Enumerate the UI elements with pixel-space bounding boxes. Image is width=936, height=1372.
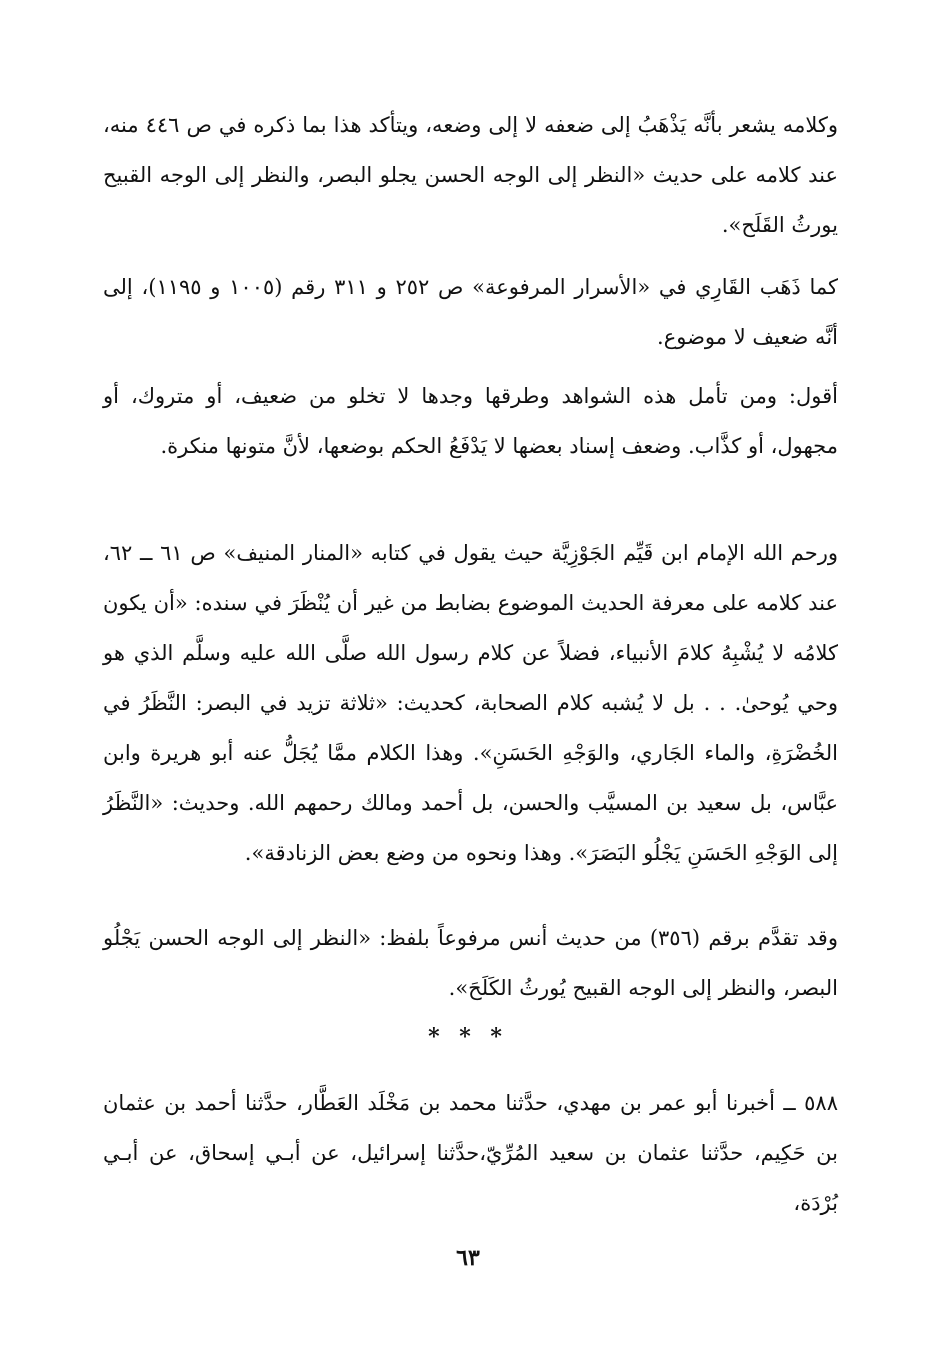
- paragraph-3: أقول: ومن تأمل هذه الشواهد وطرقها وجدها لا تخلو من ضعيف، أو متروك، أو مجهول، أو كذَّاب. وضعف إسناد بعضها لا يَدْفَعُ الحكم بوضعها، لأنَّ متونها منكرة.: [103, 384, 838, 458]
- paragraph-4: ورحم الله الإمام ابن قَيِّم الجَوْزِيَّة حيث يقول في كتابه «المنار المنيف» ص ٦١ ــ ٦٢، عند كلامه على معرفة الحديث الموضوع بضابط من غير أن يُنْظَرَ في سنده: «أن يكون كلامُه لا يُشْبِهُ كلامَ الأنبياء، فضلاً عن كلام رسول الله صلَّى الله عليه وسلَّم الذي هو وحي يُوحىٰ. . . بل لا يُشبه كلام الصحابة، كحديث: «ثلاثة تزيد في البصر: النَّظَرُ في الخُضْرَةِ، والماء الجَاري، والوَجْهِ الحَسَنِ». وهذا الكلام ممَّا يُجَلُّ عنه أبو هريرة وابن عبَّاس، بل سعيد بن المسيَّب والحسن، بل أحمد ومالك رحمهم الله. وحديث: «النَّظَرُ إلى الوَجْهِ الحَسَنِ يَجْلُو البَصَرَ». وهذا ونحوه من وضع بعض الزنادقة».: [103, 541, 839, 865]
- page-number: ٦٣: [456, 1245, 480, 1271]
- paragraph-1: وكلامه يشعر بأنَّه يَذْهَبُ إلى ضعفه لا إلى وضعه، ويتأكد هذا بما ذكره في ص ٤٤٦ منه، عند كلامه على حديث «النظر إلى الوجه الحسن يجلو البصر، والنظر إلى الوجه القبيح يورثُ القَلَح».: [103, 113, 838, 237]
- paragraph-5: وقد تقدَّم برقم (٣٥٦) من حديث أنس مرفوعاً بلفظ: «النظر إلى الوجه الحسن يَجْلُو البصر، والنظر إلى الوجه القبيح يُورثُ الكَلَحَ».: [103, 926, 838, 1000]
- hadith-588-paragraph: ٥٨٨ ــ أخبرنا أبو عمر بن مهدي، حدَّثنا محمد بن مَخْلَد العَطَّار، حدَّثنا أحمد بن عثمان بن حَكِيم، حدَّثنا عثمان بن سعيد المُرِّيّ،حدَّثنا إسرائيل، عن أبـي إسحاق، عن أبـي بُرْدَة،: [103, 1091, 838, 1215]
- paragraph-2: كما ذَهَب القَارِي في «الأسرار المرفوعة» ص ٢٥٢ و ٣١١ رقم (١٠٠٥ و ١١٩٥)، إلى أنَّه ضعيف لا موضوع.: [103, 275, 838, 349]
- section-separator: * * *: [428, 1024, 508, 1050]
